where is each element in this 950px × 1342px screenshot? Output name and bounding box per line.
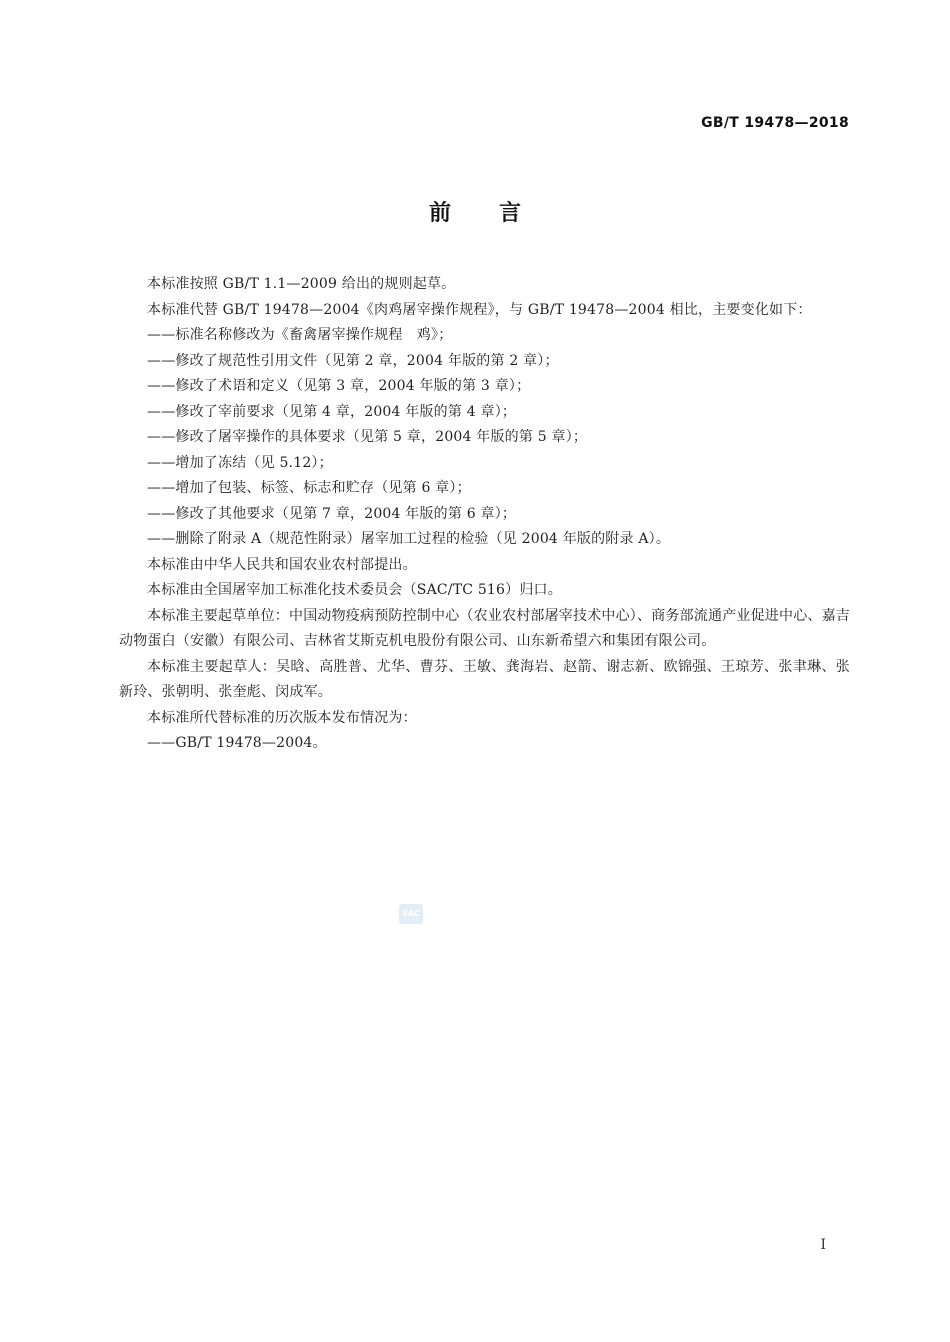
page-title: 前言 [428, 201, 569, 226]
change-item: ——修改了屠宰操作的具体要求（见第 5 章，2004 年版的第 5 章）； [147, 429, 588, 445]
change-item: ——修改了术语和定义（见第 3 章，2004 年版的第 3 章）； [147, 378, 531, 394]
paragraph-replacement: 本标准代替 GB/T 19478—2004《肉鸡屠宰操作规程》，与 GB/T 19478—2004 相比，主要变化如下： [147, 301, 812, 318]
paragraph-drafters: 本标准主要起草人：吴晗、高胜普、尤华、曹芬、王敏、龚海岩、赵箭、谢志新、欧锦强、王琼芳、张聿琳、张新玲、张朝明、张奎彪、闵成军。 [119, 658, 850, 700]
change-item: ——标准名称修改为《畜禽屠宰操作规程 鸡》； [147, 327, 453, 343]
page-number: I [820, 1237, 826, 1253]
change-item: ——删除了附录 A（规范性附录）屠宰加工过程的检验（见 2004 年版的附录 A）。 [147, 531, 671, 547]
sac-watermark-logo: SAC [399, 904, 423, 924]
paragraph-committee: 本标准由全国屠宰加工标准化技术委员会（SAC/TC 516）归口。 [147, 582, 562, 598]
change-item: ——增加了包装、标签、标志和贮存（见第 6 章）； [147, 480, 471, 496]
paragraph-drafting-rules: 本标准按照 GB/T 1.1—2009 给出的规则起草。 [147, 276, 456, 292]
change-item: ——修改了宰前要求（见第 4 章，2004 年版的第 4 章）； [147, 403, 517, 420]
paragraph-history-intro: 本标准所代替标准的历次版本发布情况为： [147, 709, 417, 726]
standard-code: GB/T 19478—2018 [701, 115, 849, 131]
paragraph-drafting-units: 本标准主要起草单位：中国动物疫病预防控制中心（农业农村部屠宰技术中心）、商务部流通产业促进中心、嘉吉动物蛋白（安徽）有限公司、吉林省艾斯克机电股份有限公司、山东新希望六和集团有限公司。 [119, 607, 850, 649]
change-item: ——修改了其他要求（见第 7 章，2004 年版的第 6 章）； [147, 505, 517, 522]
change-item: ——修改了规范性引用文件（见第 2 章，2004 年版的第 2 章）； [147, 352, 559, 369]
paragraph-proposer: 本标准由中华人民共和国农业农村部提出。 [147, 556, 417, 573]
foreword-body [119, 272, 850, 757]
history-item: ——GB/T 19478—2004。 [147, 735, 327, 751]
change-item: ——增加了冻结（见 5.12）； [147, 454, 333, 471]
